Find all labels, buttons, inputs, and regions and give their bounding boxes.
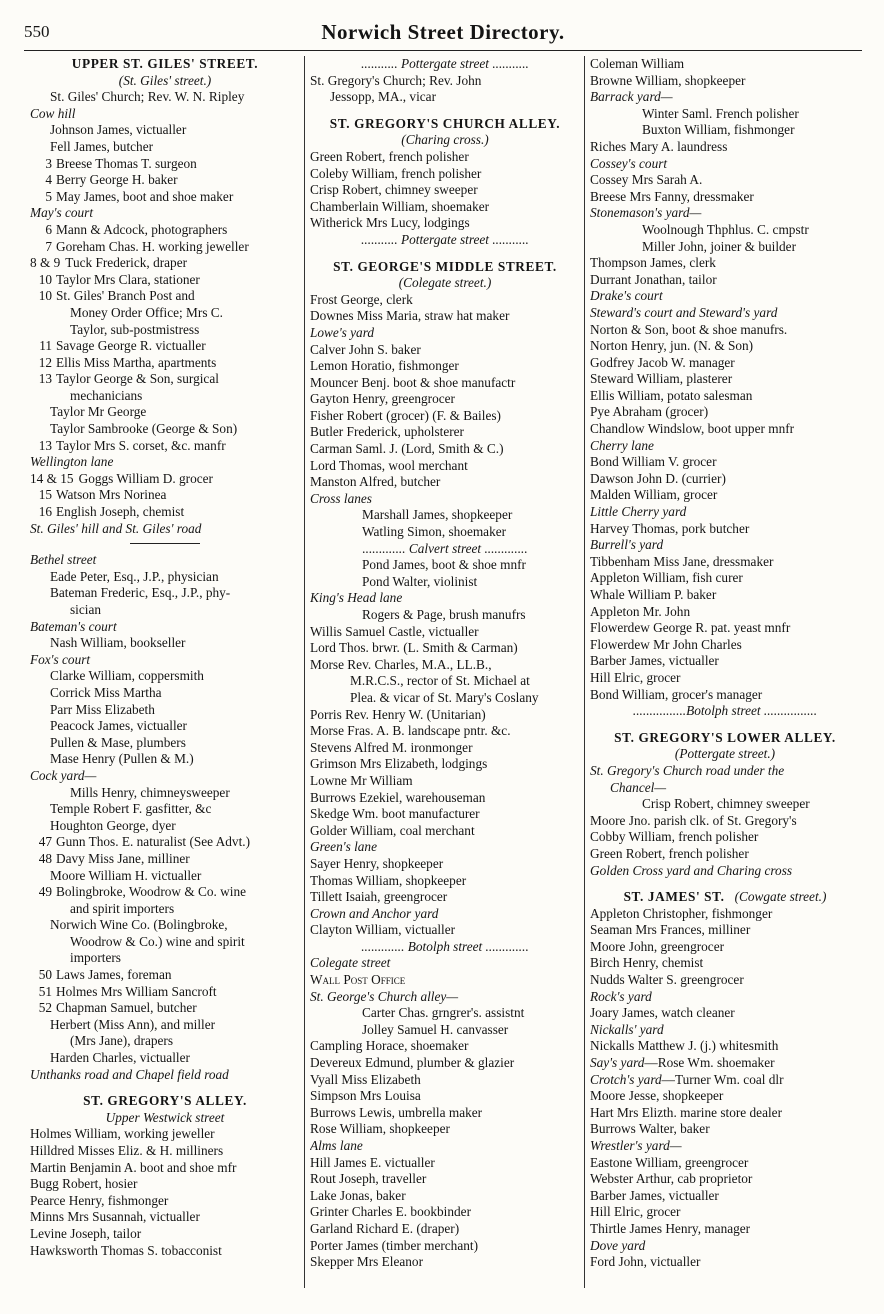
section-rule	[130, 543, 200, 544]
section-gap	[590, 720, 860, 730]
directory-entry: Tillett Isaiah, greengrocer	[310, 889, 448, 905]
directory-entry: Clarke William, coppersmith	[50, 668, 204, 684]
directory-entry: Devereux Edmund, plumber & glazier	[310, 1055, 515, 1071]
directory-entry: Houghton George, dyer	[50, 817, 176, 833]
directory-entry: Pye Abraham (grocer)	[590, 404, 709, 420]
cross-street-marker: ............. Botolph street .............	[361, 938, 529, 954]
directory-entry: Witherick Mrs Lucy, lodgings	[310, 215, 470, 231]
directory-entry: Simpson Mrs Louisa	[310, 1088, 421, 1104]
directory-entry: Dawson John D. (currier)	[590, 470, 726, 486]
street-locality: Colegate street	[310, 955, 391, 971]
directory-column-3	[590, 56, 860, 1306]
directory-entry: Nash William, bookseller	[50, 635, 186, 651]
directory-entry: Butler Frederick, upholsterer	[310, 424, 464, 440]
directory-entry: Crisp Robert, chimney sweeper	[310, 182, 478, 198]
section-subheading: (St. Giles' street.)	[118, 72, 212, 88]
directory-entry: Lowne Mr William	[310, 772, 413, 788]
directory-entry: Appleton Mr. John	[590, 603, 691, 619]
directory-entry: Bond William, grocer's manager	[590, 686, 763, 702]
street-locality: Rock's yard	[590, 988, 652, 1004]
directory-entry: Norton & Son, boot & shoe manufrs.	[590, 321, 788, 337]
directory-entry: Cossey Mrs Sarah A.	[590, 172, 703, 188]
directory-entry: Mase Henry (Pullen & M.)	[50, 751, 194, 767]
house-number: 10	[38, 271, 52, 287]
street-locality: St. Gregory's Church road under the	[590, 762, 785, 778]
directory-entry: Norwich Wine Co. (Bolingbroke,	[50, 917, 228, 933]
directory-entry: Grimson Mrs Elizabeth, lodgings	[310, 756, 488, 772]
directory-entry: Hart Mrs Elizth. marine store dealer	[590, 1104, 782, 1120]
directory-entry: Pond James, boot & shoe mnfr	[362, 557, 526, 573]
directory-entry: Hilldred Misses Eliz. & H. milliners	[30, 1143, 224, 1158]
page-number: 550	[24, 22, 50, 41]
directory-entry: Cobby William, french polisher	[590, 829, 759, 845]
entry-text: Berry George H. baker	[56, 172, 178, 188]
directory-entry: Burrows Walter, baker	[590, 1121, 710, 1137]
entry-continuation: (Mrs Jane), drapers	[70, 1033, 174, 1049]
directory-entry: Frost George, clerk	[310, 291, 413, 307]
street-locality: May's court	[30, 205, 94, 221]
directory-entry: Burrows Ezekiel, warehouseman	[310, 789, 486, 805]
directory-entry: Durrant Jonathan, tailor	[590, 271, 717, 287]
numbered-entry	[30, 355, 300, 372]
directory-entry: Marshall James, shopkeeper	[362, 507, 513, 523]
street-locality: Lowe's yard	[310, 324, 375, 340]
numbered-entry	[30, 438, 300, 455]
directory-entry: Watling Simon, shoemaker	[362, 524, 507, 540]
section-subheading: (Pottergate street.)	[674, 746, 776, 762]
directory-entry: Woolnough Thphlus. C. cmpstr	[642, 221, 809, 237]
directory-entry: Rose William, shopkeeper	[310, 1121, 450, 1137]
entry-text: Taylor George & Son, surgical	[56, 371, 219, 387]
directory-entry: Joary James, watch cleaner	[590, 1005, 735, 1021]
directory-entry: Golder William, coal merchant	[310, 822, 475, 838]
directory-entry: Johnson James, victualler	[50, 122, 187, 138]
directory-entry: Morse Fras. A. B. landscape pntr. &c.	[310, 723, 511, 739]
cross-street-marker: ............. Calvert street .............	[362, 540, 528, 556]
directory-entry: Hill Elric, grocer	[590, 669, 681, 685]
entry-text: Savage George R. victualler	[56, 338, 206, 354]
entry-text: May James, boot and shoe maker	[56, 188, 234, 204]
directory-entry: Moore John, greengrocer	[590, 938, 725, 954]
directory-entry: Malden William, grocer	[590, 487, 718, 503]
entry-text: Goggs William D. grocer	[78, 470, 213, 486]
entry-continuation: and spirit importers	[70, 900, 175, 916]
street-locality: Alms lane	[310, 1138, 363, 1153]
entry-continuation: Woodrow & Co.) wine and spirit	[70, 933, 245, 949]
directory-entry: Lake Jonas, baker	[310, 1187, 406, 1203]
numbered-entry	[30, 338, 300, 355]
directory-entry: Harden Charles, victualler	[50, 1050, 190, 1066]
directory-entry: Birch Henry, chemist	[590, 955, 704, 971]
street-locality: Chancel—	[610, 779, 667, 795]
directory-entry: Taylor Sambrooke (George & Son)	[50, 421, 238, 437]
directory-entry	[590, 1072, 860, 1089]
directory-entry: Burrows Lewis, umbrella maker	[310, 1104, 483, 1120]
entry-text: Breese Thomas T. surgeon	[56, 155, 197, 171]
directory-entry: Crisp Robert, chimney sweeper	[642, 796, 810, 812]
directory-entry: Ford John, victualler	[590, 1254, 701, 1270]
section-gap	[310, 249, 580, 259]
section-subheading: Upper Westwick street	[105, 1109, 225, 1125]
entry-text: Watson Mrs Norinea	[56, 487, 167, 503]
directory-entry: Barber James, victualler	[590, 1187, 719, 1203]
cross-street-marker: ........... Pottergate street ...........	[361, 56, 529, 71]
street-locality: Little Cherry yard	[590, 504, 687, 520]
directory-entry: Garland Richard E. (draper)	[310, 1220, 460, 1236]
entry-text: Chapman Samuel, butcher	[56, 1000, 197, 1016]
section-gap	[30, 1083, 300, 1093]
numbered-entry	[30, 371, 300, 388]
directory-entry: Rogers & Page, brush manufrs	[362, 607, 526, 622]
directory-entry: Moore Jno. parish clk. of St. Gregory's	[590, 812, 797, 828]
street-locality: Cossey's court	[590, 155, 668, 171]
directory-entry: Lord Thos. brwr. (L. Smith & Carman)	[310, 640, 518, 656]
section-heading-subtitle: (Cowgate street.)	[734, 889, 827, 905]
directory-entry: Green Robert, french polisher	[590, 845, 749, 861]
cross-street-marker: ........... Pottergate street ...........	[361, 231, 529, 247]
street-locality: St. George's Church alley—	[310, 988, 459, 1004]
directory-entry: Wall Post Office	[310, 972, 406, 988]
entry-text: Tuck Frederick, draper	[65, 255, 188, 271]
page-title: Norwich Street Directory.	[321, 20, 565, 44]
numbered-entry	[30, 239, 300, 256]
directory-entry: Riches Mary A. laundress	[590, 138, 728, 154]
numbered-entry	[30, 255, 300, 272]
section-heading-title: ST. JAMES' ST.	[623, 889, 725, 905]
house-number: 13	[38, 371, 52, 387]
numbered-entry	[30, 967, 300, 984]
directory-entry: Hawksworth Thomas S. tobacconist	[30, 1242, 222, 1258]
directory-entry: Nickalls Matthew J. (j.) whitesmith	[590, 1038, 779, 1054]
directory-entry: Downes Miss Maria, straw hat maker	[310, 308, 510, 324]
directory-entry: Miller John, joiner & builder	[642, 238, 796, 254]
house-number: 48	[38, 850, 52, 866]
directory-entry: Moore William H. victualler	[50, 867, 202, 883]
directory-entry: Calver John S. baker	[310, 341, 421, 357]
directory-column-2	[310, 56, 580, 1306]
directory-entry: Flowerdew Mr John Charles	[590, 636, 742, 652]
directory-entry: Chandlow Windslow, boot upper mnfr	[590, 421, 795, 437]
house-number: 7	[45, 238, 52, 254]
street-locality: Green's lane	[310, 839, 377, 855]
directory-entry: Holmes William, working jeweller	[30, 1126, 215, 1142]
directory-entry: Coleman William	[590, 56, 685, 71]
street-locality: Wrestler's yard—	[590, 1138, 682, 1153]
column-divider	[584, 56, 585, 1288]
entry-text: Ellis Miss Martha, apartments	[56, 354, 217, 370]
street-locality: Cock yard—	[30, 767, 97, 783]
directory-entry: Pond Walter, violinist	[362, 573, 478, 589]
directory-entry: Webster Arthur, cab proprietor	[590, 1171, 753, 1187]
directory-entry: Gayton Henry, greengrocer	[310, 391, 455, 407]
street-locality: Cow hill	[30, 105, 76, 121]
directory-entry: Appleton William, fish curer	[590, 570, 743, 586]
directory-entry: Moore Jesse, shopkeeper	[590, 1088, 724, 1104]
entry-text: English Joseph, chemist	[56, 504, 185, 520]
directory-entry: Manston Alfred, butcher	[310, 474, 441, 490]
directory-entry: Morse Rev. Charles, M.A., LL.B.,	[310, 656, 492, 672]
directory-entry: Temple Robert F. gasfitter, &c	[50, 801, 212, 817]
directory-entry: Winter Saml. French polisher	[642, 105, 799, 121]
entry-text: —Turner Wm. coal dlr	[661, 1071, 784, 1087]
numbered-entry	[30, 172, 300, 189]
numbered-entry	[30, 222, 300, 239]
directory-entry: Lemon Horatio, fishmonger	[310, 358, 459, 374]
numbered-entry	[30, 288, 300, 305]
house-number: 14 & 15	[30, 470, 74, 486]
entry-text: Goreham Chas. H. working jeweller	[56, 238, 249, 254]
directory-entry: Barber James, victualler	[590, 653, 719, 669]
directory-entry: Pearce Henry, fishmonger	[30, 1192, 169, 1208]
numbered-entry	[30, 1000, 300, 1017]
directory-entry: Rout Joseph, traveller	[310, 1171, 427, 1187]
house-number: 12	[38, 354, 52, 370]
street-locality: Crotch's yard	[590, 1071, 662, 1087]
column-divider	[304, 56, 305, 1288]
directory-entry: Ellis William, potato salesman	[590, 387, 753, 403]
numbered-entry	[30, 851, 300, 868]
directory-entry: Herbert (Miss Ann), and miller	[50, 1016, 216, 1032]
numbered-entry	[30, 884, 300, 901]
street-locality: Burrell's yard	[590, 537, 664, 553]
directory-column-1	[30, 56, 300, 1306]
numbered-entry	[30, 189, 300, 206]
street-locality: Bateman's court	[30, 618, 117, 634]
numbered-entry	[30, 471, 300, 488]
street-locality: Unthanks road and Chapel field road	[30, 1066, 229, 1082]
section-heading	[590, 889, 860, 906]
section-heading: ST. GREGORY'S ALLEY.	[83, 1093, 247, 1109]
section-heading: ST. GREGORY'S CHURCH ALLEY.	[329, 115, 561, 131]
street-locality: Dove yard	[590, 1237, 646, 1253]
directory-entry: St. Gregory's Church; Rev. John	[310, 72, 482, 88]
house-number: 51	[38, 983, 52, 999]
entry-continuation: Plea. & vicar of St. Mary's Coslany	[350, 689, 539, 705]
directory-entry: Browne William, shopkeeper	[590, 72, 746, 88]
house-number: 49	[38, 884, 52, 900]
directory-entry: Carman Saml. J. (Lord, Smith & C.)	[310, 441, 504, 457]
directory-entry: Skepper Mrs Eleanor	[310, 1254, 423, 1270]
entry-text: Laws James, foreman	[56, 967, 172, 983]
numbered-entry	[30, 156, 300, 173]
directory-entry: Norton Henry, jun. (N. & Son)	[590, 338, 754, 354]
directory-entry: Martin Benjamin A. boot and shoe mfr	[30, 1159, 237, 1175]
directory-entry: Whale William P. baker	[590, 587, 717, 602]
directory-entry: Godfrey Jacob W. manager	[590, 354, 735, 370]
entry-text: Holmes Mrs William Sancroft	[56, 983, 217, 999]
directory-entry: Thompson James, clerk	[590, 255, 716, 271]
numbered-entry	[30, 487, 300, 504]
directory-entry: Coleby William, french polisher	[310, 165, 482, 181]
entry-text: St. Giles' Branch Post and	[56, 288, 195, 304]
directory-entry: Buxton William, fishmonger	[642, 122, 795, 138]
directory-entry: Peacock James, victualler	[50, 718, 187, 734]
directory-entry: Bateman Frederic, Esq., J.P., phy-	[50, 585, 231, 601]
directory-entry: Taylor Mr George	[50, 404, 147, 420]
house-number: 16	[38, 504, 52, 520]
street-locality: Stonemason's yard—	[590, 205, 702, 221]
directory-entry: Clayton William, victualler	[310, 922, 456, 938]
house-number: 4	[45, 172, 52, 188]
house-number: 3	[45, 155, 52, 171]
directory-entry: Stevens Alfred M. ironmonger	[310, 739, 473, 755]
directory-entry: Porris Rev. Henry W. (Unitarian)	[310, 706, 486, 722]
entry-text: —Rose Wm. shoemaker	[644, 1055, 775, 1071]
directory-entry: Appleton Christopher, fishmonger	[590, 905, 773, 921]
house-number: 10	[38, 288, 52, 304]
street-locality: Cherry lane	[590, 437, 654, 453]
entry-continuation: importers	[70, 950, 121, 966]
section-gap	[590, 879, 860, 889]
entry-continuation: Money Order Office; Mrs C.	[70, 304, 224, 320]
directory-entry: Grinter Charles E. bookbinder	[310, 1204, 471, 1220]
directory-entry: Levine Joseph, tailor	[30, 1225, 142, 1241]
directory-entry: Nudds Walter S. greengrocer	[590, 972, 744, 988]
section-heading: ST. GREGORY'S LOWER ALLEY.	[614, 729, 836, 745]
directory-entry: Seaman Mrs Frances, milliner	[590, 922, 751, 938]
street-locality: Say's yard	[590, 1055, 645, 1071]
entry-text: Mann & Adcock, photographers	[56, 221, 228, 237]
section-heading: UPPER ST. GILES' STREET.	[71, 56, 259, 71]
directory-entry: Mouncer Benj. boot & shoe manufactr	[310, 374, 516, 390]
entry-continuation: Mills Henry, chimneysweeper	[70, 784, 230, 800]
directory-entry: Jessopp, MA., vicar	[330, 89, 436, 105]
house-number: 47	[38, 834, 52, 850]
directory-entry: Bond William V. grocer	[590, 454, 717, 470]
section-heading: ST. GEORGE'S MIDDLE STREET.	[333, 258, 557, 274]
house-number: 6	[45, 221, 52, 237]
directory-entry: Lord Thomas, wool merchant	[310, 457, 468, 473]
directory-entry: Pullen & Mase, plumbers	[50, 734, 186, 750]
directory-entry: Jolley Samuel H. canvasser	[362, 1021, 509, 1037]
directory-entry: Bugg Robert, hosier	[30, 1176, 138, 1192]
directory-entry: Vyall Miss Elizabeth	[310, 1071, 421, 1087]
entry-text: Taylor Mrs S. corset, &c. manfr	[56, 437, 226, 453]
street-locality: Steward's court and Steward's yard	[590, 304, 778, 320]
section-subheading: (Charing cross.)	[401, 132, 489, 148]
entry-continuation: Taylor, sub-postmistress	[70, 321, 200, 337]
street-locality: King's Head lane	[310, 590, 403, 606]
directory-entry: Carter Chas. grngrer's. assistnt	[362, 1005, 525, 1021]
house-number: 13	[38, 437, 52, 453]
house-number: 15	[38, 487, 52, 503]
page-header	[24, 20, 862, 50]
directory-entry: Parr Miss Elizabeth	[50, 701, 155, 717]
directory-entry: Sayer Henry, shopkeeper	[310, 855, 444, 871]
directory-entry	[590, 1055, 860, 1072]
directory-entry: Porter James (timber merchant)	[310, 1237, 478, 1253]
entry-text: Bolingbroke, Woodrow & Co. wine	[56, 884, 246, 900]
entry-continuation: sician	[70, 602, 102, 617]
directory-entry: Eastone William, greengrocer	[590, 1154, 749, 1170]
directory-entry: Thirtle James Henry, manager	[590, 1220, 751, 1236]
directory-entry: Breese Mrs Fanny, dressmaker	[590, 188, 754, 204]
street-locality: St. Giles' hill and St. Giles' road	[30, 520, 202, 536]
entry-continuation: M.R.C.S., rector of St. Michael at	[350, 673, 530, 689]
house-number: 52	[38, 1000, 52, 1016]
house-number: 8 & 9	[30, 255, 61, 271]
directory-entry: Green Robert, french polisher	[310, 148, 469, 164]
street-locality: Nickalls' yard	[590, 1021, 664, 1037]
directory-entry: Campling Horace, shoemaker	[310, 1038, 469, 1054]
street-locality: Fox's court	[30, 651, 91, 667]
cross-street-marker: ................Botolph street ................	[632, 703, 818, 719]
numbered-entry	[30, 984, 300, 1001]
directory-entry: Hill Elric, grocer	[590, 1204, 681, 1220]
street-locality: Golden Cross yard and Charing cross	[590, 862, 793, 878]
street-locality: Bethel street	[30, 552, 97, 568]
street-locality: Wellington lane	[30, 454, 114, 470]
numbered-entry	[30, 834, 300, 851]
directory-entry: Skedge Wm. boot manufacturer	[310, 806, 480, 822]
directory-entry: Minns Mrs Susannah, victualler	[30, 1209, 200, 1225]
directory-entry: Chamberlain William, shoemaker	[310, 198, 490, 214]
house-number: 11	[39, 338, 52, 354]
directory-entry: Thomas William, shopkeeper	[310, 872, 467, 888]
directory-entry: Willis Samuel Castle, victualler	[310, 623, 479, 639]
directory-entry: Eade Peter, Esq., J.P., physician	[50, 568, 219, 584]
street-locality: Cross lanes	[310, 490, 372, 506]
entry-text: Taylor Mrs Clara, stationer	[56, 271, 200, 287]
directory-entry: Tibbenham Miss Jane, dressmaker	[590, 553, 774, 569]
house-number: 5	[45, 188, 52, 204]
directory-entry: Hill James E. victualler	[310, 1154, 435, 1170]
numbered-entry	[30, 504, 300, 521]
entry-text: Gunn Thos. E. naturalist (See Advt.)	[56, 834, 251, 850]
section-subheading: (Colegate street.)	[398, 275, 492, 291]
directory-entry: Steward William, plasterer	[590, 371, 733, 387]
directory-entry: Fell James, butcher	[50, 138, 154, 154]
directory-entry: Fisher Robert (grocer) (F. & Bailes)	[310, 407, 501, 423]
street-locality: Drake's court	[590, 288, 663, 304]
section-gap	[310, 106, 580, 116]
directory-entry: Corrick Miss Martha	[50, 684, 162, 700]
house-number: 50	[38, 967, 52, 983]
entry-continuation: mechanicians	[70, 387, 143, 403]
directory-entry: Flowerdew George R. pat. yeast mnfr	[590, 620, 791, 636]
street-locality: Crown and Anchor yard	[310, 905, 439, 921]
directory-entry: St. Giles' Church; Rev. W. N. Ripley	[50, 89, 245, 105]
numbered-entry	[30, 272, 300, 289]
entry-text: Davy Miss Jane, milliner	[56, 850, 190, 866]
directory-entry: Harvey Thomas, pork butcher	[590, 520, 750, 536]
header-rule	[24, 50, 862, 51]
street-locality: Barrack yard—	[590, 89, 673, 105]
